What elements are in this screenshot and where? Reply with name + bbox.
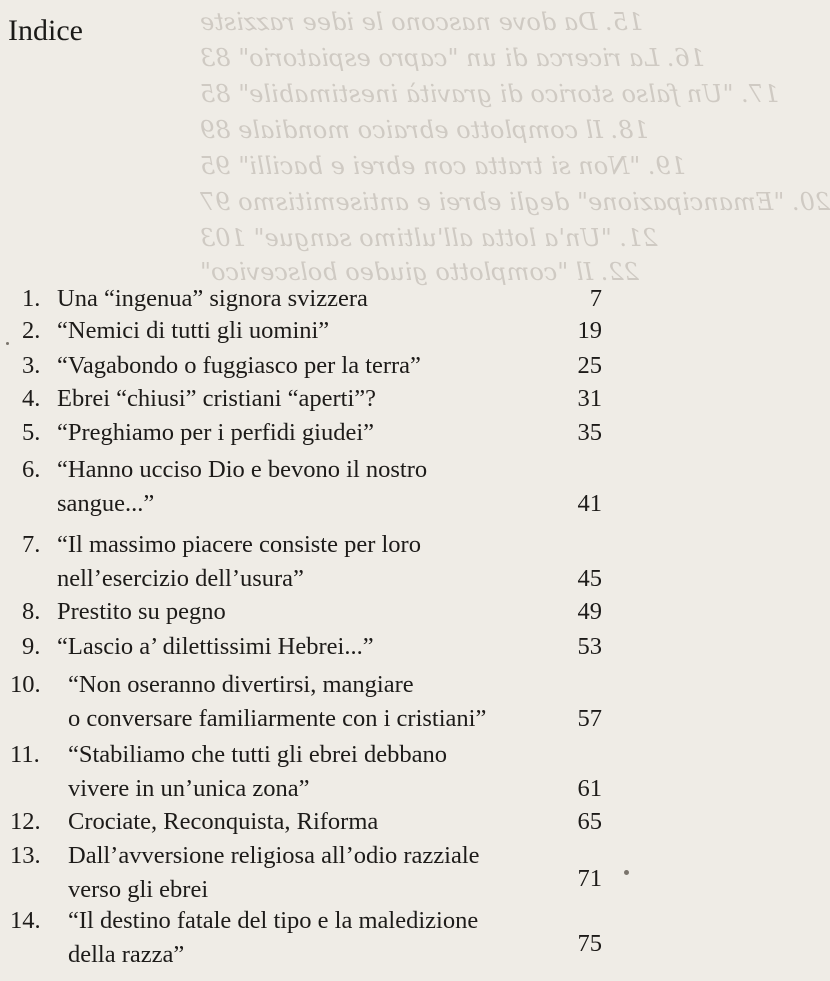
entry-number: 5. — [22, 419, 41, 446]
entry-title-continued: sangue...” — [57, 490, 155, 517]
entry-number: 4. — [22, 385, 41, 412]
entry-number: 8. — [22, 598, 41, 625]
entry-number: 14. — [10, 907, 41, 934]
entry-number: 7. — [22, 531, 41, 558]
entry-page: 65 — [577, 808, 602, 835]
entry-title-continued: verso gli ebrei — [68, 876, 209, 903]
entry-number: 11. — [10, 741, 40, 768]
entry-title: Crociate, Reconquista, Riforma — [68, 808, 379, 835]
entry-title: Una “ingenua” signora svizzera — [57, 285, 368, 312]
show-through-text: 15. Da dove nascono le idee razziste 16. La ricerca di un "capro espiatorio" 83 17. "Un falso storico di gravità inestimabile" 85 18. Il complotto ebraico mondiale 89 19. "Non si tratta con ebrei e bacilli" 95 20. "Emancipazione" degli ebrei e antisemitismo 97 21. "Un'a lotta all'ultimo sangue" 103 22. Il "complotto giudeo bolscevico" — [200, 8, 830, 286]
entry-title: “Vagabondo o fuggiasco per la terra” — [57, 352, 421, 379]
entry-title-continued: o conversare familiarmente con i cristiani” — [68, 705, 487, 732]
entry-page: 7 — [589, 285, 602, 312]
entry-title: “Non oseranno divertirsi, mangiare — [68, 671, 414, 698]
entry-number: 1. — [22, 285, 41, 312]
entry-title-continued: della razza” — [68, 941, 185, 968]
entry-number: 2. — [22, 317, 41, 344]
entry-page: 41 — [577, 490, 602, 517]
entry-title: “Lascio a’ dilettissimi Hebrei...” — [57, 633, 374, 660]
paper-speck — [624, 870, 629, 875]
entry-title-continued: vivere in un’unica zona” — [68, 775, 310, 802]
entry-title: “Stabiliamo che tutti gli ebrei debbano — [68, 741, 447, 768]
entry-page: 71 — [577, 865, 602, 892]
entry-title: “Il massimo piacere consiste per loro — [57, 531, 421, 558]
entry-number: 13. — [10, 842, 41, 869]
entry-number: 12. — [10, 808, 41, 835]
entry-title: “Nemici di tutti gli uomini” — [57, 317, 330, 344]
entry-page: 53 — [577, 633, 602, 660]
paper-speck — [6, 342, 9, 345]
entry-page: 35 — [577, 419, 602, 446]
entry-number: 10. — [10, 671, 41, 698]
entry-title: Ebrei “chiusi” cristiani “aperti”? — [57, 385, 377, 412]
entry-number: 6. — [22, 456, 41, 483]
entry-title-continued: nell’esercizio dell’usura” — [57, 565, 304, 592]
entry-page: 31 — [577, 385, 602, 412]
entry-title: Dall’avversione religiosa all’odio razziale — [68, 842, 480, 869]
entry-page: 25 — [577, 352, 602, 379]
page-title: Indice — [8, 14, 83, 47]
entry-number: 9. — [22, 633, 41, 660]
entry-page: 49 — [577, 598, 602, 625]
entry-page: 19 — [577, 317, 602, 344]
entry-title: “Il destino fatale del tipo e la maledizione — [68, 907, 479, 934]
entry-title: “Hanno ucciso Dio e bevono il nostro — [57, 456, 428, 483]
entry-title: Prestito su pegno — [57, 598, 226, 625]
entry-page: 75 — [577, 930, 602, 957]
entry-page: 61 — [577, 775, 602, 802]
entry-page: 57 — [577, 705, 602, 732]
entry-page: 45 — [577, 565, 602, 592]
entry-title: “Preghiamo per i perfidi giudei” — [57, 419, 375, 446]
entry-number: 3. — [22, 352, 41, 379]
